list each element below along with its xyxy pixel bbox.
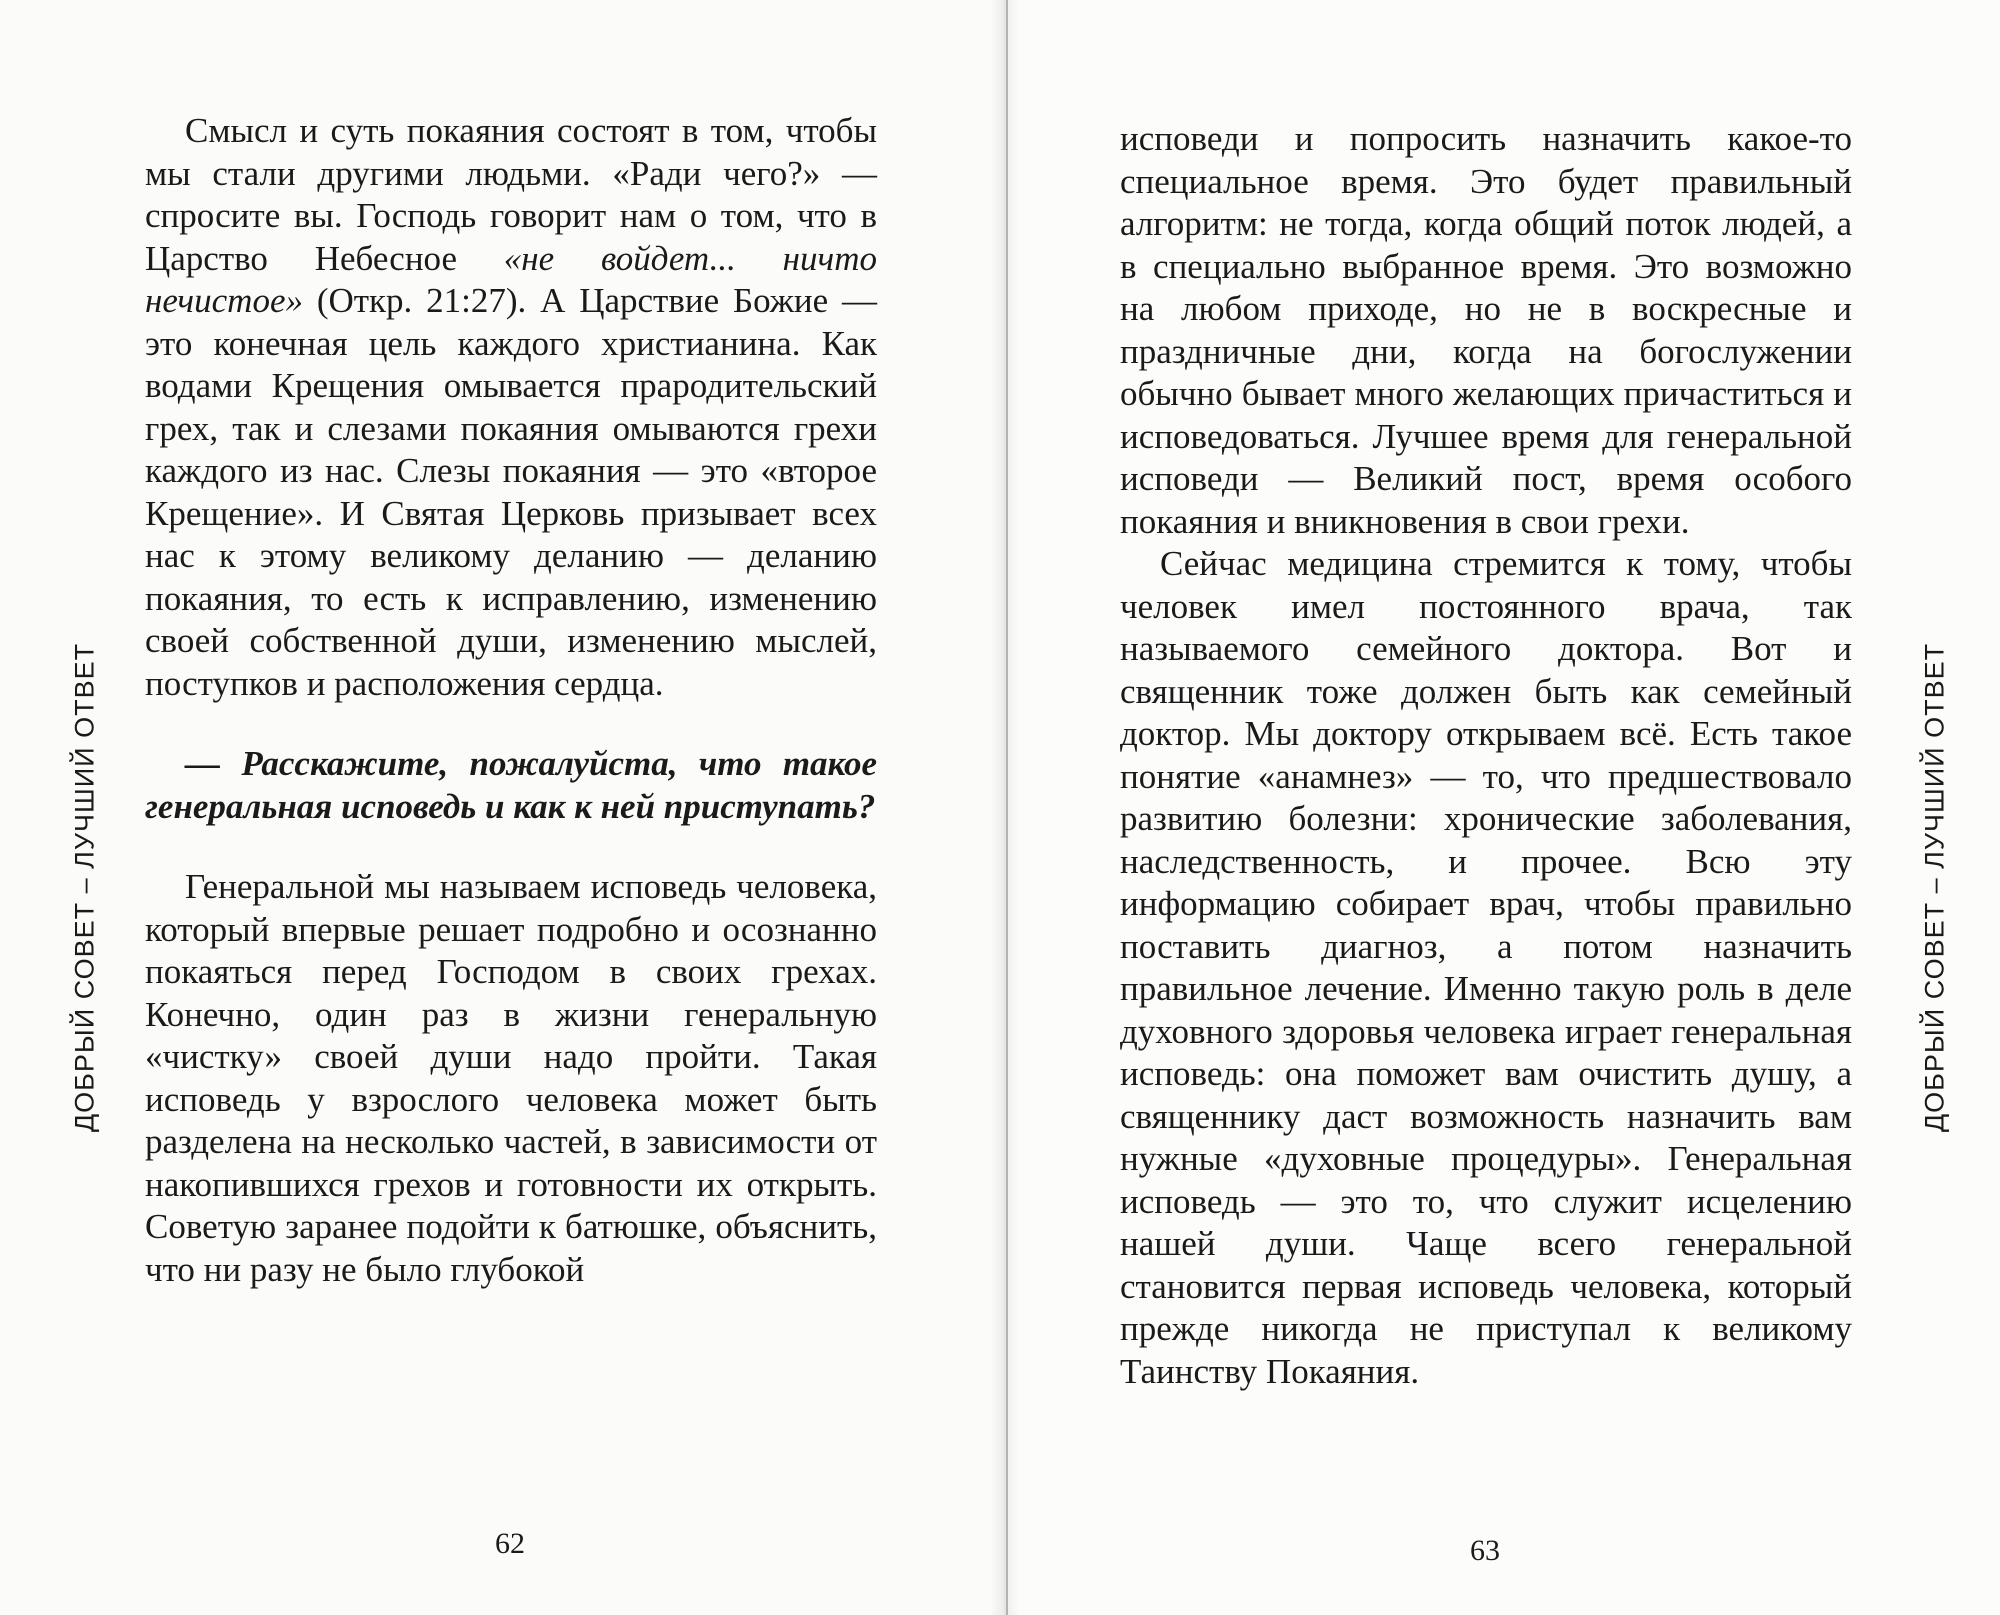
right-page-number: 63: [1470, 1534, 1500, 1567]
left-page-number: 62: [495, 1527, 525, 1560]
right-paragraph-2: Сейчас медицина стремится к тому, чтобы человек имел постоянного врача, так называемого семейного доктора. Вот и священник тоже должен быть как семейный доктор. Мы доктору открываем всё. Есть такое понятие «анамнез» — то, что предшествовало развитию болезни: хронические заболевания, наследственность, и прочее. Всю эту информацию собирает врач, чтобы правильно поставить диагноз, а потом назначить правильное лечение. Именно такую роль в деле духовного здоровья человека играет генеральная исповедь: она поможет вам очистить душу, а священнику даст возможность назначить вам нужные «духовные процедуры». Генеральная исповедь — это то, что служит исцелению нашей души. Чаще всего генеральной становится первая исповедь человека, который прежде никогда не приступал к великому Таинству Покаяния.: [1120, 544, 1852, 1391]
left-paragraph-1-start: Смысл и суть покаяния состоят в том, чтобы мы стали другими людьми. «Ради чего?» — спросите вы. Господь говорит нам о том, что в Царство Небесное: [145, 111, 877, 278]
left-paragraph-1: [145, 110, 877, 705]
left-paragraph-1-end: (Откр. 21:27). А Царствие Божие — это конечная цель каждого христианина. Как водами Крещения омывается прародительский грех, так и слезами покаяния омываются грехи каждого из нас. Слезы покаяния — это «второе Крещение». И Святая Церковь призывает всех нас к этому великому деланию — деланию покаяния, то есть к исправлению, изменению своей собственной души, изменению мыслей, поступков и расположения сердца.: [145, 281, 877, 703]
right-running-head: ДОБРЫЙ СОВЕТ – ЛУЧШИЙ ОТВЕТ: [1919, 642, 1950, 1133]
left-page-text: [145, 110, 877, 1291]
right-paragraph-1: исповеди и попросить назначить какое-то специальное время. Это будет правильный алгоритм: не тогда, когда общий поток людей, а в специально выбранное время. Это возможно на любом приходе, но не в воскресные и праздничные дни, когда на богослужении обычно бывает много желающих причаститься и исповедоваться. Лучшее время для генеральной исповеди — Великий пост, время особого покаяния и вникновения в свои грехи.: [1120, 119, 1852, 541]
left-running-head: ДОБРЫЙ СОВЕТ – ЛУЧШИЙ ОТВЕТ: [69, 642, 100, 1133]
book-gutter-shadow: [990, 0, 1020, 1615]
right-page-text: [1120, 118, 1852, 1393]
interview-question: — Расскажите, пожалуйста, что такое генеральная исповедь и как к ней приступать?: [145, 744, 877, 826]
book-gutter-line: [1006, 0, 1008, 1615]
scripture-quote: «не войдет... ничто нечистое»: [145, 238, 877, 320]
left-paragraph-2: Генеральной мы называем исповедь человека, который впервые решает подробно и осознанно покаяться перед Господом в своих грехах. Конечно, один раз в жизни генеральную «чистку» своей души надо пройти. Такая исповедь у взрослого человека может быть разделена на несколько частей, в зависимости от накопившихся грехов и готовности их открыть. Советую заранее подойти к батюшке, объяснить, что ни разу не было глубокой: [145, 867, 877, 1289]
